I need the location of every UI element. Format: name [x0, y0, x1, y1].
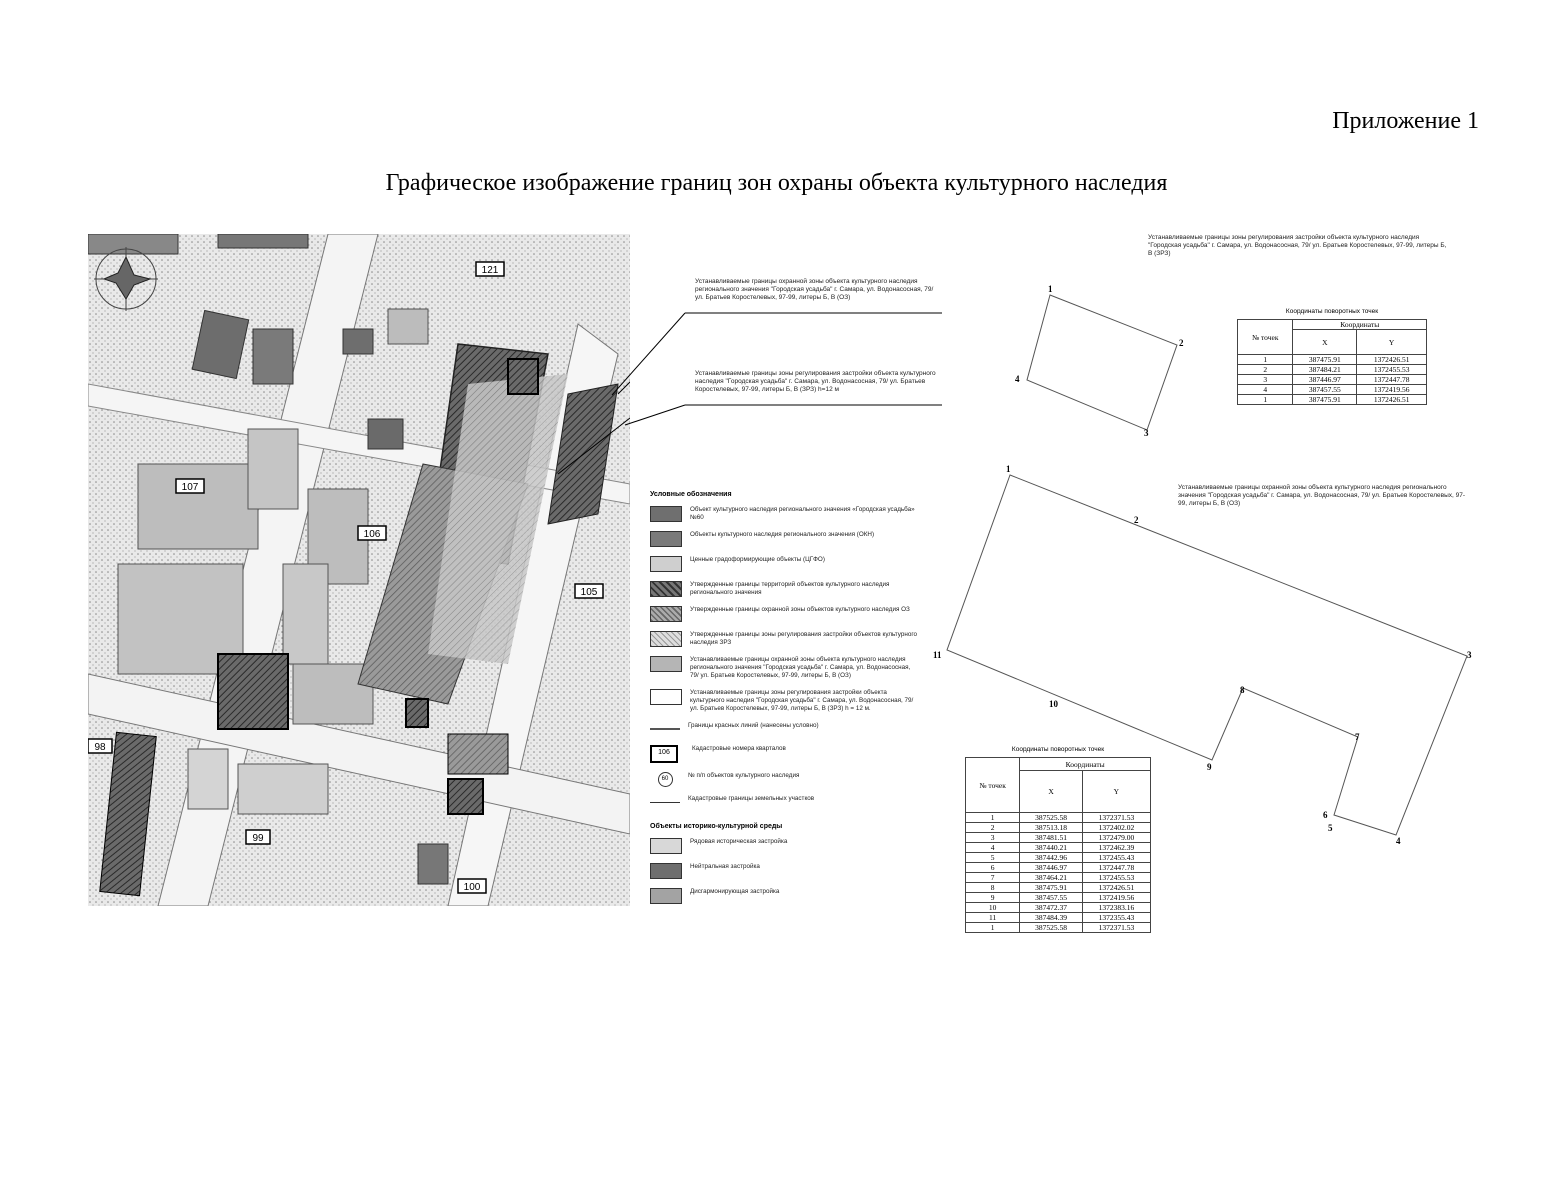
zrz-point-label: 1 — [1048, 284, 1053, 294]
oz-caption: Устанавливаемые границы охранной зоны объекта культурного наследия регионального значения "Городская усадьба" г. Самара, ул. Водонасосная, 79/ ул. Братьев Коростелевых, 97-99, литеры Б, В (ОЗ) — [1178, 484, 1466, 507]
legend-item — [650, 631, 920, 647]
point-number-cell: 1 — [966, 813, 1020, 823]
point-number-cell: 3 — [966, 833, 1020, 843]
x-cell: 387464.21 — [1020, 873, 1082, 883]
point-number-cell: 1 — [966, 923, 1020, 933]
oz-point-label: 9 — [1207, 762, 1212, 772]
point-number-cell: 9 — [966, 893, 1020, 903]
oz-point-label: 10 — [1049, 699, 1058, 709]
x-cell: 387484.21 — [1293, 365, 1357, 375]
legend-swatch — [650, 689, 682, 705]
point-number-cell: 11 — [966, 913, 1020, 923]
y-cell: 1372462.39 — [1082, 843, 1150, 853]
legend-swatch — [650, 656, 682, 672]
legend-swatch — [650, 506, 682, 522]
callout-zrz: Устанавливаемые границы зоны регулирования застройки объекта культурного наследия "Городская усадьба" г. Самара, ул. Водонасосная, 79/ ул. Братьев Коростелевых, 97-99, литеры Б, В (ЗРЗ) h=12 м — [695, 370, 936, 393]
point-number-cell: 7 — [966, 873, 1020, 883]
legend-line-item — [650, 745, 920, 763]
y-cell: 1372479.00 — [1082, 833, 1150, 843]
table-row — [966, 923, 1151, 933]
block-label: 98 — [94, 742, 106, 753]
x-cell: 387442.96 — [1020, 853, 1082, 863]
legend-symbol — [650, 722, 680, 736]
point-number-cell: 5 — [966, 853, 1020, 863]
legend-line-item — [650, 795, 920, 809]
col-coords-header: Координаты — [1020, 758, 1151, 771]
legend-swatch — [650, 838, 682, 854]
legend-line-label: Кадастровые номера кварталов — [692, 745, 786, 752]
legend-item — [650, 581, 920, 597]
zrz-coords-table-block — [1237, 308, 1427, 405]
legend-env-label: Нейтральная застройка — [690, 863, 760, 870]
legend-item — [650, 556, 920, 572]
x-cell: 387525.58 — [1020, 923, 1082, 933]
block-label: 100 — [463, 882, 481, 893]
y-cell: 1372455.43 — [1082, 853, 1150, 863]
y-cell: 1372355.43 — [1082, 913, 1150, 923]
table-row — [966, 853, 1151, 863]
oz-point-label: 11 — [933, 650, 942, 660]
table-row — [966, 883, 1151, 893]
table-row — [966, 863, 1151, 873]
col-y-header: Y — [1082, 771, 1150, 813]
legend-env-label: Рядовая историческая застройка — [690, 838, 788, 845]
block-label: 107 — [181, 482, 199, 493]
x-cell: 387475.91 — [1293, 355, 1357, 365]
legend-env-item — [650, 888, 920, 904]
callout-oz: Устанавливаемые границы охранной зоны объекта культурного наследия регионального значения "Городская усадьба" г. Самара, ул. Водонасосная, 79/ ул. Братьев Коростелевых, 97-99, литеры Б, В (ОЗ) — [695, 278, 934, 301]
y-cell: 1372455.53 — [1082, 873, 1150, 883]
y-cell: 1372371.53 — [1082, 813, 1150, 823]
x-cell: 387481.51 — [1020, 833, 1082, 843]
y-cell: 1372447.78 — [1082, 863, 1150, 873]
y-cell: 1372426.51 — [1082, 883, 1150, 893]
table-row — [966, 813, 1151, 823]
col-x-header: X — [1293, 330, 1357, 355]
y-cell: 1372383.16 — [1082, 903, 1150, 913]
legend-item — [650, 656, 920, 680]
col-y-header: Y — [1357, 330, 1427, 355]
legend-swatch — [650, 606, 682, 622]
legend-swatch — [650, 556, 682, 572]
legend-title: Условные обозначения — [650, 491, 732, 498]
legend-item — [650, 689, 920, 713]
legend-line-label: Границы красных линий (нанесены условно) — [688, 722, 819, 729]
table-row — [966, 913, 1151, 923]
appendix-label: Приложение 1 — [1332, 108, 1479, 134]
point-number-cell: 2 — [1238, 365, 1293, 375]
legend-item-label: Утвержденные границы зоны регулирования застройки объектов культурного наследия ЗРЗ — [690, 631, 917, 646]
table-row — [966, 843, 1151, 853]
x-cell: 387472.37 — [1020, 903, 1082, 913]
legend-item — [650, 606, 920, 622]
legend-item-label: Устанавливаемые границы зоны регулирования застройки объекта культурного наследия "Городская усадьба" г. Самара, ул. Водонасосная, 79/ ул. Братьев Коростелевых, 97-99, литеры Б, В (ЗРЗ) h = 12 м. — [690, 689, 914, 712]
oz-point-label: 5 — [1328, 823, 1333, 833]
table-row — [1238, 375, 1427, 385]
point-number-cell: 1 — [1238, 355, 1293, 365]
col-x-header: X — [1020, 771, 1082, 813]
zrz-table-title: Координаты поворотных точек — [1285, 308, 1379, 315]
legend-symbol: 106 — [650, 745, 678, 763]
table-row — [966, 893, 1151, 903]
y-cell: 1372419.56 — [1357, 385, 1427, 395]
oz-point-label: 2 — [1134, 515, 1139, 525]
zrz-polygon-drawing — [1005, 280, 1195, 440]
y-cell: 1372426.51 — [1357, 395, 1427, 405]
oz-point-label: 7 — [1355, 732, 1360, 742]
zrz-caption: Устанавливаемые границы зоны регулирования застройки объекта культурного наследия "Городская усадьба" г. Самара, ул. Водонасосная, 79/ ул. Братьев Коростелевых, 97-99, литеры Б, В (ЗРЗ) — [1148, 234, 1447, 257]
oz-point-label: 4 — [1396, 836, 1401, 846]
legend-env-title: Объекты историко-культурной среды — [650, 823, 783, 830]
legend-item-label: Устанавливаемые границы охранной зоны объекта культурного наследия регионального значения "Городская усадьба" г. Самара, ул. Водонасосная, 79/ ул. Братьев Коростелевых, 97-99, литеры Б, В (ОЗ) — [690, 656, 911, 679]
y-cell: 1372402.02 — [1082, 823, 1150, 833]
table-row — [1238, 365, 1427, 375]
x-cell: 387440.21 — [1020, 843, 1082, 853]
zrz-point-label: 2 — [1179, 338, 1184, 348]
legend-env-item — [650, 863, 920, 879]
y-cell: 1372447.78 — [1357, 375, 1427, 385]
callout-leaders — [600, 300, 945, 430]
point-number-cell: 4 — [1238, 385, 1293, 395]
point-number-cell: 10 — [966, 903, 1020, 913]
zrz-coords-table — [1237, 319, 1427, 405]
site-map — [88, 234, 630, 906]
col-coords-header: Координаты — [1293, 320, 1427, 330]
col-no-header: № точек — [1238, 320, 1293, 355]
legend-env-item — [650, 838, 920, 854]
legend-item — [650, 506, 920, 522]
block-label: 121 — [481, 265, 499, 276]
x-cell: 387475.91 — [1020, 883, 1082, 893]
oz-point-label: 1 — [1006, 464, 1011, 474]
col-no-header: № точек — [966, 758, 1020, 813]
legend-line-item — [650, 772, 920, 786]
oz-point-label: 3 — [1467, 650, 1472, 660]
legend-item-label: Ценные градоформирующие объекты (ЦГФО) — [690, 556, 825, 563]
zrz-point-label: 3 — [1144, 428, 1149, 438]
x-cell: 387457.55 — [1293, 385, 1357, 395]
legend-item-label: Утвержденные границы территорий объектов культурного наследия регионального значения — [690, 581, 890, 596]
x-cell: 387513.18 — [1020, 823, 1082, 833]
point-number-cell: 2 — [966, 823, 1020, 833]
x-cell: 387484.39 — [1020, 913, 1082, 923]
legend-item-label: Объекты культурного наследия регионального значения (ОКН) — [690, 531, 875, 538]
table-row — [966, 823, 1151, 833]
block-label: 106 — [363, 529, 381, 540]
map-drawing — [88, 234, 630, 906]
y-cell: 1372371.53 — [1082, 923, 1150, 933]
point-number-cell: 6 — [966, 863, 1020, 873]
legend-item-label: Утвержденные границы охранной зоны объектов культурного наследия ОЗ — [690, 606, 910, 613]
oz-point-label: 8 — [1240, 685, 1245, 695]
x-cell: 387446.97 — [1020, 863, 1082, 873]
legend-line-label: Кадастровые границы земельных участков — [688, 795, 815, 802]
legend-line-item — [650, 722, 920, 736]
point-number-cell: 3 — [1238, 375, 1293, 385]
table-row — [966, 833, 1151, 843]
legend-item-label: Объект культурного наследия регионального значения «Городская усадьба» №60 — [690, 506, 915, 521]
document-title: Графическое изображение границ зон охраны объекта культурного наследия — [385, 170, 1168, 196]
table-row — [966, 903, 1151, 913]
point-number-cell: 8 — [966, 883, 1020, 893]
legend-symbol: 60 — [650, 772, 680, 786]
block-label: 99 — [252, 833, 264, 844]
block-label: 105 — [580, 587, 598, 598]
legend-swatch — [650, 631, 682, 647]
point-number-cell: 4 — [966, 843, 1020, 853]
table-row — [1238, 385, 1427, 395]
y-cell: 1372419.56 — [1082, 893, 1150, 903]
legend — [650, 485, 920, 913]
legend-line-label: № п/п объектов культурного наследия — [688, 772, 800, 779]
legend-swatch — [650, 531, 682, 547]
x-cell: 387446.97 — [1293, 375, 1357, 385]
legend-symbol — [650, 795, 680, 809]
y-cell: 1372426.51 — [1357, 355, 1427, 365]
legend-item — [650, 531, 920, 547]
y-cell: 1372455.53 — [1357, 365, 1427, 375]
legend-env-label: Дисгармонирующая застройка — [690, 888, 780, 895]
x-cell: 387457.55 — [1020, 893, 1082, 903]
table-row — [966, 873, 1151, 883]
table-row — [1238, 395, 1427, 405]
legend-swatch — [650, 581, 682, 597]
oz-coords-table-block — [965, 746, 1151, 933]
x-cell: 387475.91 — [1293, 395, 1357, 405]
zrz-point-label: 4 — [1015, 374, 1020, 384]
table-row — [1238, 355, 1427, 365]
x-cell: 387525.58 — [1020, 813, 1082, 823]
oz-point-label: 6 — [1323, 810, 1328, 820]
oz-table-title: Координаты поворотных точек — [1011, 746, 1105, 753]
legend-swatch — [650, 863, 682, 879]
oz-coords-table — [965, 757, 1151, 933]
legend-swatch — [650, 888, 682, 904]
point-number-cell: 1 — [1238, 395, 1293, 405]
